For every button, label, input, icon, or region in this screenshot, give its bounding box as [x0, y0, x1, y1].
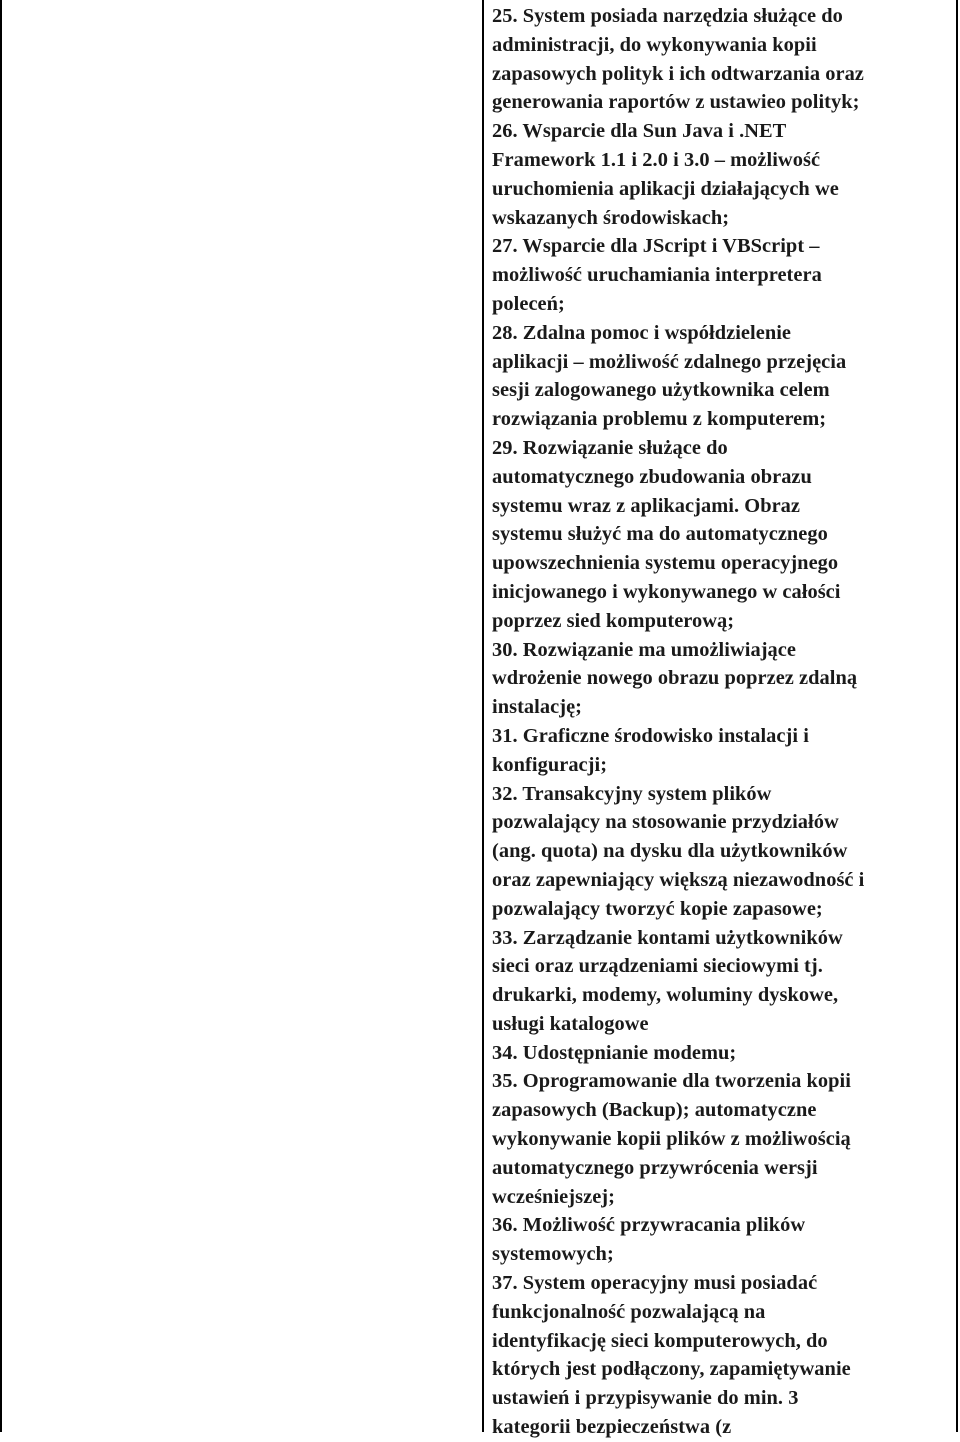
text-line: (ang. quota) na dysku dla użytkowników	[492, 840, 848, 863]
text-line: upowszechnienia systemu operacyjnego	[492, 552, 839, 575]
text-line: oraz zapewniający większą niezawodność i	[492, 868, 865, 891]
text-line: 36. Możliwość przywracania plików	[492, 1214, 806, 1237]
text-line: 28. Zdalna pomoc i współdzielenie	[492, 321, 792, 344]
text-line: systemu wraz z aplikacjami. Obraz	[492, 494, 801, 517]
text-line: pozwalający tworzyć kopie zapasowe;	[492, 897, 823, 920]
text-line: automatycznego zbudowania obrazu	[492, 465, 812, 488]
text-line: kategorii bezpieczeństwa (z	[492, 1416, 732, 1439]
text-line: funkcjonalność pozwalającą na	[492, 1300, 766, 1323]
text-line: sesji zalogowanego użytkownika celem	[492, 379, 830, 402]
text-line: poprzez sied komputerową;	[492, 609, 735, 632]
text-line: sieci oraz urządzeniami sieciowymi tj.	[492, 955, 823, 978]
empty-left-cell	[4, 0, 482, 1432]
text-line: inicjowanego i wykonywanego w całości	[492, 580, 841, 603]
text-line: konfiguracji;	[492, 753, 608, 776]
text-line: 32. Transakcyjny system plików	[492, 782, 772, 805]
text-line: 29. Rozwiązanie służące do	[492, 436, 728, 459]
text-line: 33. Zarządzanie kontami użytkowników	[492, 926, 843, 949]
text-line: usługi katalogowe	[492, 1012, 649, 1035]
text-line: identyfikację sieci komputerowych, do	[492, 1329, 828, 1352]
text-line: możliwość uruchamiania interpretera	[492, 264, 822, 287]
text-line: których jest podłączony, zapamiętywanie	[492, 1358, 851, 1381]
text-line: 26. Wsparcie dla Sun Java i .NET	[492, 120, 787, 143]
text-line: 30. Rozwiązanie ma umożliwiające	[492, 638, 796, 661]
text-line: 31. Graficzne środowisko instalacji i	[492, 724, 809, 747]
text-line: wykonywanie kopii plików z możliwością	[492, 1128, 851, 1151]
text-line: zapasowych (Backup); automatyczne	[492, 1099, 817, 1122]
text-line: generowania raportów z ustawieo polityk;	[492, 91, 860, 114]
text-line: instalację;	[492, 696, 583, 719]
text-line: uruchomienia aplikacji działających we	[492, 177, 839, 200]
text-line: drukarki, modemy, woluminy dyskowe,	[492, 984, 839, 1007]
text-line: zapasowych polityk i ich odtwarzania oraz	[492, 62, 864, 85]
text-line: 27. Wsparcie dla JScript i VBScript –	[492, 235, 820, 258]
text-line: wcześniejszej;	[492, 1185, 615, 1208]
text-line: wdrożenie nowego obrazu poprzez zdalną	[492, 667, 858, 690]
requirements-cell	[492, 2, 954, 1439]
column-divider	[482, 0, 484, 1432]
text-line: ustawień i przypisywanie do min. 3	[492, 1387, 799, 1410]
text-line: automatycznego przywrócenia wersji	[492, 1156, 818, 1179]
text-line: 37. System operacyjny musi posiadać	[492, 1272, 818, 1295]
text-line: poleceń;	[492, 292, 565, 315]
text-line: pozwalający na stosowanie przydziałów	[492, 811, 839, 834]
text-line: 35. Oprogramowanie dla tworzenia kopii	[492, 1070, 851, 1093]
text-line: rozwiązania problemu z komputerem;	[492, 408, 827, 431]
text-line: 25. System posiada narzędzia służące do	[492, 5, 843, 27]
text-line: systemu służyć ma do automatycznego	[492, 523, 828, 546]
text-line: aplikacji – możliwość zdalnego przejęcia	[492, 350, 847, 373]
text-line: systemowych;	[492, 1243, 614, 1266]
text-line: administracji, do wykonywania kopii	[492, 33, 817, 56]
text-line: wskazanych środowiskach;	[492, 206, 730, 229]
text-line: Framework 1.1 i 2.0 i 3.0 – możliwość	[492, 148, 821, 171]
text-line: 34. Udostępnianie modemu;	[492, 1041, 737, 1064]
